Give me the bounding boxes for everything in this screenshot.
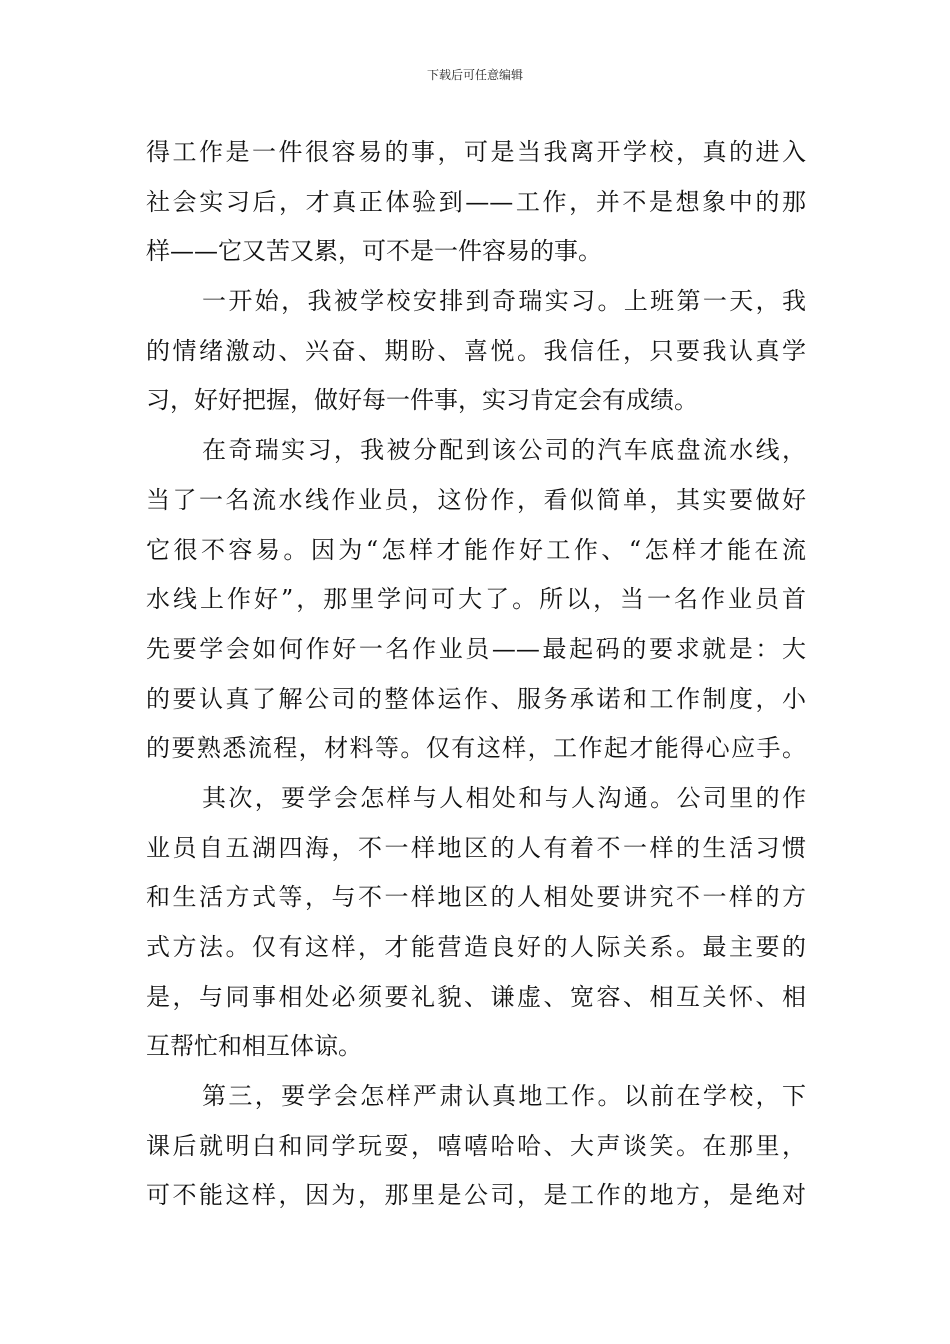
text-line: 的要认真了解公司的整体运作、服务承诺和工作制度，小 [146, 684, 806, 713]
document-body [146, 128, 806, 1221]
text-line: 一开始，我被学校安排到奇瑞实习。上班第一天，我 [202, 287, 806, 316]
text-line: 业员自五湖四海，不一样地区的人有着不一样的生活习惯 [146, 833, 806, 862]
text-line: 是，与同事相处必须要礼貌、谦虚、宽容、相互关怀、相 [146, 982, 806, 1011]
text-line: 可不能这样，因为，那里是公司，是工作的地方，是绝对 [146, 1181, 806, 1210]
text-line: 样——它又苦又累，可不是一件容易的事。 [146, 237, 602, 266]
paragraph-2 [146, 277, 806, 426]
text-line: 当了一名流水线作业员，这份作，看似简单，其实要做好 [146, 485, 806, 514]
text-line: 和生活方式等，与不一样地区的人相处要讲究不一样的方 [146, 883, 806, 912]
text-line: 它很不容易。因为“怎样才能作好工作、“怎样才能在流 [146, 535, 806, 564]
text-line: 社会实习后，才真正体验到——工作，并不是想象中的那 [146, 187, 806, 216]
text-line: 的情绪激动、兴奋、期盼、喜悦。我信任，只要我认真学 [146, 336, 806, 365]
text-line: 习，好好把握，做好每一件事，实习肯定会有成绩。 [146, 386, 698, 415]
paragraph-3 [146, 426, 806, 774]
paragraph-1 [146, 128, 806, 277]
text-line: 第三，要学会怎样严肃认真地工作。以前在学校，下 [202, 1082, 806, 1111]
text-line: 先要学会如何作好一名作业员——最起码的要求就是：大 [146, 634, 806, 663]
header-note: 下载后可任意编辑 [426, 68, 523, 82]
text-line: 的要熟悉流程，材料等。仅有这样，工作起才能得心应手。 [146, 734, 806, 763]
text-line: 课后就明白和同学玩耍，嘻嘻哈哈、大声谈笑。在那里， [146, 1131, 806, 1160]
text-line: 在奇瑞实习，我被分配到该公司的汽车底盘流水线， [202, 436, 806, 465]
text-line: 水线上作好”，那里学问可大了。所以，当一名作业员首 [146, 585, 806, 614]
text-line: 式方法。仅有这样，才能营造良好的人际关系。最主要的 [146, 933, 806, 961]
text-line: 得工作是一件很容易的事，可是当我离开学校，真的进入 [146, 138, 806, 166]
text-line: 互帮忙和相互体谅。 [146, 1032, 362, 1061]
text-line: 其次，要学会怎样与人相处和与人沟通。公司里的作 [202, 783, 806, 812]
paragraph-5 [146, 1072, 806, 1221]
paragraph-4 [146, 774, 806, 1072]
